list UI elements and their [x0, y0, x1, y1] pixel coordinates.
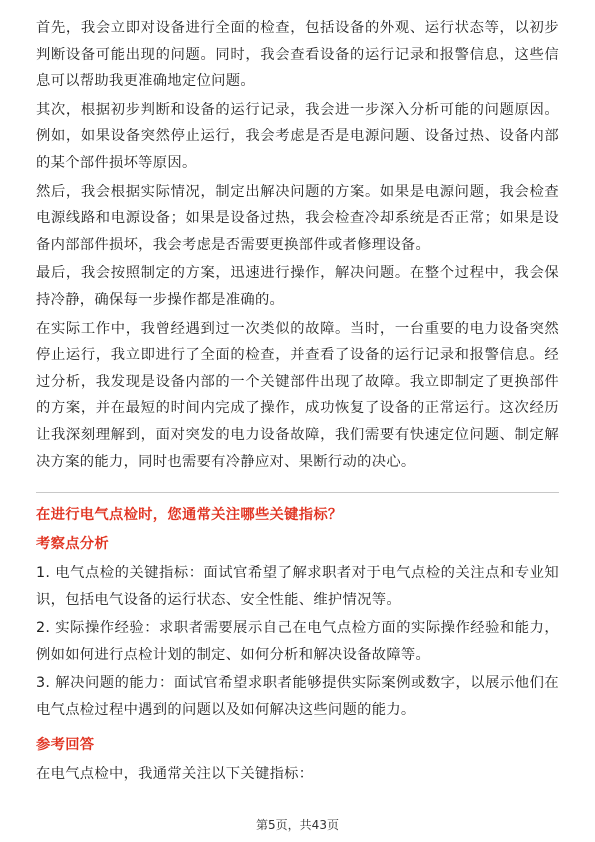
section-divider	[36, 492, 559, 493]
body-paragraph-4: 最后，我会按照制定的方案，迅速进行操作，解决问题。在整个过程中，我会保持冷静，确保每一步操作都是准确的。	[36, 265, 559, 308]
analysis-heading: 考察点分析	[36, 536, 109, 553]
body-paragraph-3: 然后，我会根据实际情况，制定出解决问题的方案。如果是电源问题，我会检查电源线路和电源设备；如果是设备过热，我会检查冷却系统是否正常；如果是设备内部部件损坏，我会考虑是否需要更换部件或者修理设备。	[36, 183, 559, 253]
analysis-item-3: 3. 解决问题的能力：面试官希望求职者能够提供实际案例或数字，以展示他们在电气点检过程中遇到的问题以及如何解决这些问题的能力。	[36, 675, 559, 719]
body-paragraph-2: 其次，根据初步判断和设备的运行记录，我会进一步深入分析可能的问题原因。例如，如果设备突然停止运行，我会考虑是否是电源问题、设备过热、设备内部的某个部件损坏等原因。	[36, 101, 559, 171]
analysis-item-2: 2. 实际操作经验：求职者需要展示自己在电气点检方面的实际操作经验和能力，例如如何进行点检计划的制定、如何分析和解决设备故障等。	[36, 620, 559, 663]
reference-answer-heading: 参考回答	[36, 736, 95, 753]
page-content	[36, 15, 559, 789]
interview-question: 在进行电气点检时，您通常关注哪些关键指标？	[36, 507, 343, 524]
body-paragraph-5: 在实际工作中，我曾经遇到过一次类似的故障。当时，一台重要的电力设备突然停止运行，我立即进行了全面的检查，并查看了设备的运行记录和报警信息。经过分析，我发现是设备内部的一个关键部件出现了故障。我立即制定了更换部件的方案，并在最短的时间内完成了操作，成功恢复了设备的正常运行。这次经历让我深刻理解到，面对突发的电力设备故障，我们需要有快速定位问题、制定解决方案的能力，同时也需要有冷静应对、果断行动的决心。	[36, 320, 559, 470]
page-number-footer: 第5页，共43页	[256, 818, 339, 832]
body-paragraph-1: 首先，我会立即对设备进行全面的检查，包括设备的外观、运行状态等，以初步判断设备可能出现的问题。同时，我会查看设备的运行记录和报警信息，这些信息可以帮助我更准确地定位问题。	[36, 20, 559, 90]
reference-answer-intro: 在电气点检中，我通常关注以下关键指标：	[36, 765, 314, 782]
analysis-item-1: 1. 电气点检的关键指标：面试官希望了解求职者对于电气点检的关注点和专业知识，包括电气设备的运行状态、安全性能、维护情况等。	[36, 565, 559, 608]
